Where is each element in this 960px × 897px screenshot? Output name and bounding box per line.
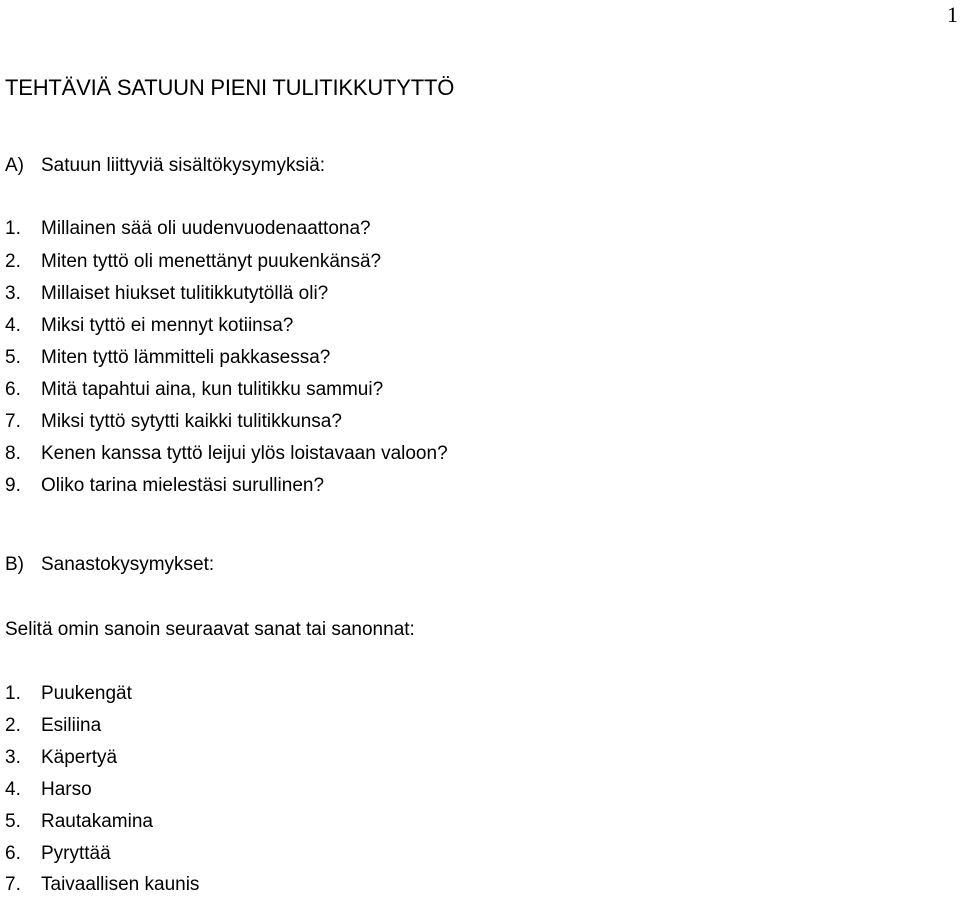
question-number: 7. xyxy=(5,411,21,432)
vocabulary-number: 3. xyxy=(5,747,21,768)
question-number: 1. xyxy=(5,218,21,239)
question-number: 8. xyxy=(5,443,21,464)
vocabulary-word: Esiliina xyxy=(41,715,102,736)
vocabulary-word: Pyryttää xyxy=(41,843,111,864)
document-title: TEHTÄVIÄ SATUUN PIENI TULITIKKUTYTTÖ xyxy=(5,75,455,100)
question-number: 9. xyxy=(5,475,21,496)
question-number: 3. xyxy=(5,283,21,304)
section-a-marker: A) xyxy=(5,155,24,176)
vocabulary-item xyxy=(5,842,111,866)
question-item xyxy=(5,346,330,370)
vocabulary-item xyxy=(5,714,101,738)
vocabulary-item xyxy=(5,746,117,770)
question-text: Miksi tyttö ei mennyt kotiinsa? xyxy=(41,315,294,336)
question-number: 2. xyxy=(5,251,21,272)
vocabulary-word: Harso xyxy=(41,779,92,800)
section-b-heading xyxy=(5,553,214,577)
question-text: Kenen kanssa tyttö leijui ylös loistavaan valoon? xyxy=(41,443,448,464)
vocabulary-number: 2. xyxy=(5,715,21,736)
section-b-marker: B) xyxy=(5,554,24,575)
section-a-heading-text: Satuun liittyviä sisältökysymyksiä: xyxy=(41,155,326,176)
vocabulary-number: 4. xyxy=(5,779,21,800)
vocabulary-item xyxy=(5,873,199,897)
question-item xyxy=(5,250,381,274)
page-number: 1 xyxy=(947,2,958,27)
vocabulary-item xyxy=(5,778,92,802)
section-b-heading-text: Sanastokysymykset: xyxy=(41,554,215,575)
question-text: Miten tyttö lämmitteli pakkasessa? xyxy=(41,347,331,368)
vocabulary-word: Puukengät xyxy=(41,683,132,704)
question-number: 6. xyxy=(5,379,21,400)
question-item xyxy=(5,442,448,466)
question-item xyxy=(5,217,371,241)
question-item xyxy=(5,314,293,338)
question-text: Mitä tapahtui aina, kun tulitikku sammui? xyxy=(41,379,384,400)
vocabulary-instruction: Selitä omin sanoin seuraavat sanat tai sanonnat: xyxy=(5,619,415,640)
question-item xyxy=(5,282,328,306)
question-text: Millaiset hiukset tulitikkutytöllä oli? xyxy=(41,283,329,304)
vocabulary-word: Taivaallisen kaunis xyxy=(41,874,200,895)
question-text: Oliko tarina mielestäsi surullinen? xyxy=(41,475,325,496)
vocabulary-item xyxy=(5,810,153,834)
question-text: Miksi tyttö sytytti kaikki tulitikkunsa? xyxy=(41,411,342,432)
question-item xyxy=(5,474,324,498)
vocabulary-number: 7. xyxy=(5,874,21,895)
question-text: Millainen sää oli uudenvuodenaattona? xyxy=(41,218,371,239)
question-item xyxy=(5,378,383,402)
vocabulary-word: Rautakamina xyxy=(41,811,153,832)
vocabulary-number: 5. xyxy=(5,811,21,832)
vocabulary-number: 1. xyxy=(5,683,21,704)
question-text: Miten tyttö oli menettänyt puukenkänsä? xyxy=(41,251,382,272)
vocabulary-number: 6. xyxy=(5,843,21,864)
question-item xyxy=(5,410,342,434)
vocabulary-item xyxy=(5,682,132,706)
vocabulary-word: Käpertyä xyxy=(41,747,118,768)
question-number: 5. xyxy=(5,347,21,368)
question-number: 4. xyxy=(5,315,21,336)
section-a-heading xyxy=(5,154,325,178)
